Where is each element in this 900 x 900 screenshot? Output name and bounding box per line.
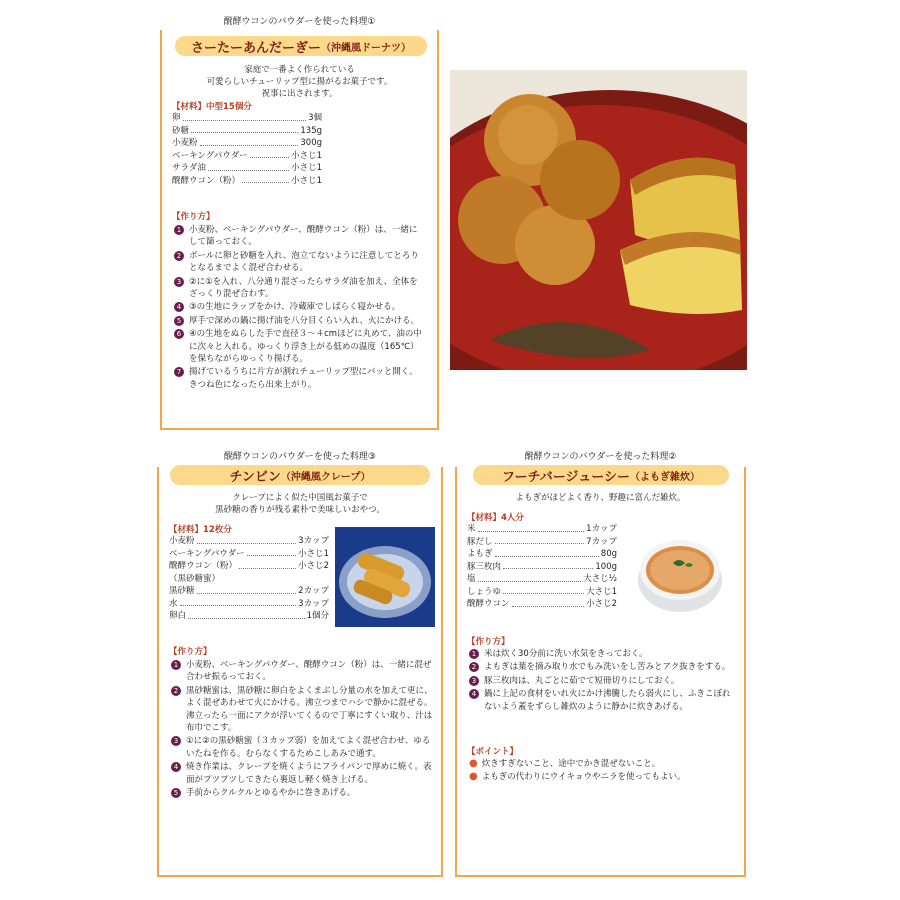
ingredient-name: しょうゆ bbox=[467, 586, 502, 597]
step-number: 6 bbox=[174, 329, 184, 339]
title-main: チンビン bbox=[229, 469, 281, 485]
point-item bbox=[469, 758, 735, 770]
leader-dots bbox=[197, 535, 297, 544]
step-text: 厚手で深めの鍋に揚げ油を八分目くらい入れ、火にかける。 bbox=[189, 315, 420, 326]
method-steps bbox=[171, 659, 433, 800]
ingredient-amount: 小さじ2 bbox=[586, 599, 617, 609]
ingredient-row bbox=[467, 523, 617, 536]
ingredient-amount: 小さじ1 bbox=[291, 150, 322, 161]
leader-dots bbox=[188, 610, 305, 619]
method-label: 【作り方】 bbox=[467, 637, 510, 647]
intro-line: 可愛らしいチューリップ型に揚がるお菓子です。 bbox=[206, 77, 393, 87]
zosui-illustration bbox=[633, 525, 728, 620]
ingredient-amount: 小さじ1 bbox=[291, 175, 322, 186]
ingredient-row bbox=[169, 585, 329, 598]
leader-dots bbox=[183, 112, 307, 121]
leader-dots bbox=[239, 560, 296, 569]
ingredient-name: 水 bbox=[169, 598, 178, 609]
method-step bbox=[171, 761, 433, 786]
method-steps bbox=[469, 648, 735, 714]
step-text: 小麦粉、ベーキングパウダー、醗酵ウコン（粉）は、一緒に混ぜ合わせ振るっておく。 bbox=[186, 660, 432, 683]
ingredient-name: よもぎ bbox=[467, 549, 493, 559]
method-step bbox=[469, 648, 735, 660]
ingredient-row bbox=[172, 162, 322, 175]
step-number: 4 bbox=[171, 762, 181, 772]
title-sub: （沖縄風ドーナツ） bbox=[321, 42, 411, 54]
ingredient-amount: 3カップ bbox=[298, 598, 329, 609]
step-number: 2 bbox=[469, 662, 479, 672]
ingredient-name: 米 bbox=[467, 524, 476, 534]
method-step bbox=[174, 301, 424, 313]
method-step bbox=[174, 276, 424, 301]
step-text: 揚げているうちに片方が割れチューリップ型にパッと開く。きつね色になったら出来上がり。 bbox=[189, 367, 418, 390]
leader-dots bbox=[247, 548, 296, 557]
method-step bbox=[171, 659, 433, 684]
point-item bbox=[469, 771, 735, 783]
ingredient-amount: 3カップ bbox=[298, 536, 329, 546]
step-number: 3 bbox=[171, 736, 181, 746]
ingredient-row bbox=[172, 150, 322, 163]
ingredient-name: 砂糖 bbox=[172, 125, 190, 136]
method-label: 【作り方】 bbox=[172, 212, 215, 222]
ingredient-name: 小麦粉 bbox=[172, 138, 198, 148]
step-number: 2 bbox=[174, 251, 184, 261]
intro-line: クレープによく似た中国風お菓子で bbox=[232, 493, 368, 503]
step-text: ②に①を入れ、八分通り混ざったらサラダ油を加え、全体をざっくり混ぜ合わす。 bbox=[189, 276, 418, 300]
step-text: ボールに卵と砂糖を入れ、泡立てないように注意してとろりとなるまでよく混ぜ合わせる。 bbox=[189, 250, 419, 274]
materials-label: 【材料】12枚分 bbox=[169, 525, 232, 535]
ingredient-amount: 2カップ bbox=[298, 586, 329, 596]
title-sub: （よもぎ雑炊） bbox=[630, 471, 701, 483]
ingredient-row bbox=[467, 548, 617, 561]
step-number: 4 bbox=[469, 689, 479, 699]
recipe-card-2 bbox=[453, 445, 748, 875]
ingredient-name: 醗酵ウコン bbox=[467, 599, 510, 609]
leader-dots bbox=[503, 561, 593, 570]
step-text: ③の生地にラップをかけ、冷蔵庫でしばらく寝かせる。 bbox=[189, 302, 401, 313]
bullet-icon: ● bbox=[469, 758, 478, 769]
leader-dots bbox=[512, 598, 585, 607]
ingredient-amount: 100g bbox=[595, 561, 617, 572]
method-step bbox=[174, 315, 424, 327]
step-number: 5 bbox=[174, 316, 184, 326]
ingredient-row bbox=[172, 175, 322, 188]
ingredient-name: 小麦粉 bbox=[169, 536, 195, 546]
method-step bbox=[469, 661, 735, 673]
ingredient-name: 卵 bbox=[172, 113, 181, 123]
point-list bbox=[469, 758, 735, 785]
step-text: よもぎは葉を摘み取り水でもみ洗いをし苦みとアク抜きをする。 bbox=[484, 662, 731, 673]
title-sub: （沖縄風クレープ） bbox=[280, 471, 371, 483]
step-text: ④の生地をぬらした手で直径３～４cmほどに丸めて、油の中に次々と入れる。ゆっくり浮き上がる低めの温度（165℃）を保ちながらゆっくり揚げる。 bbox=[189, 329, 422, 365]
intro-text bbox=[453, 492, 748, 504]
leader-dots bbox=[197, 585, 297, 594]
step-number: 7 bbox=[174, 367, 184, 377]
ingredient-name: 卵白 bbox=[169, 611, 187, 621]
leader-dots bbox=[200, 137, 299, 146]
step-text: 鍋に上記の食材をいれ火にかけ沸騰したら弱火にし、ふきこぼれないよう蓋をずらし雑炊のように静かに炊きあげる。 bbox=[484, 689, 731, 712]
recipe-title bbox=[170, 465, 430, 485]
step-text: ①に②の黒砂糖蜜（３カップ弱）を加えてよく混ぜ合わせ、ゆるいたねを作る。むらなくするためこしあみで通す。 bbox=[186, 736, 431, 759]
materials-label: 【材料】4人分 bbox=[467, 513, 524, 523]
intro-text bbox=[157, 64, 442, 100]
ingredient-name: 豚三枚肉 bbox=[467, 561, 502, 572]
ingredient-amount: 小さじ2 bbox=[298, 561, 329, 571]
ingredient-name: サラダ油 bbox=[172, 163, 206, 173]
intro-line: 家庭で一番よく作られている bbox=[244, 65, 355, 75]
method-step bbox=[174, 224, 424, 249]
materials-label: 【材料】中型15個分 bbox=[172, 102, 252, 112]
leader-dots bbox=[180, 598, 297, 607]
step-text: 黒砂糖蜜は、黒砂糖に卵白をよくまぶし分量の水を加えて更に、よく混ぜあわせて火にかける。沸立つまでハシで静かに混ぜる。沸立ったら一面にアクが浮いてくるので丁寧にすくい取り、汁は布巾でこす。 bbox=[186, 685, 433, 734]
step-number: 3 bbox=[469, 676, 479, 686]
intro-text bbox=[155, 492, 445, 516]
method-label: 【作り方】 bbox=[169, 647, 212, 657]
intro-line: 祝事に出されます。 bbox=[261, 89, 338, 99]
step-number: 4 bbox=[174, 302, 184, 312]
crepe-photo bbox=[335, 527, 435, 627]
ingredient-name: ベーキングパウダー bbox=[172, 150, 248, 161]
recipe-card-1 bbox=[157, 8, 442, 433]
ingredient-amount: 大さじ½ bbox=[583, 574, 617, 584]
step-text: 小麦粉、ベーキングパウダー、醗酵ウコン（粉）は、一緒にして篩っておく。 bbox=[189, 225, 418, 248]
ingredient-amount: 小さじ1 bbox=[298, 548, 329, 559]
ingredient-name: ベーキングパウダー bbox=[169, 548, 245, 559]
ingredient-row bbox=[169, 573, 329, 586]
ingredient-row bbox=[169, 610, 329, 623]
zosui-photo bbox=[633, 525, 728, 620]
ingredient-name: 塩 bbox=[467, 574, 476, 584]
method-step bbox=[469, 688, 735, 713]
step-number: 3 bbox=[174, 277, 184, 287]
ingredient-name: （黒砂糖蜜） bbox=[169, 573, 221, 584]
ingredient-row bbox=[467, 536, 617, 549]
point-text: 炊きすぎないこと、途中でかき混ぜないこと。 bbox=[481, 759, 661, 769]
card-header: 醗酵ウコンのパウダーを使った料理② bbox=[524, 452, 677, 462]
ingredient-amount: 300g bbox=[300, 138, 322, 148]
ingredient-amount: 1個分 bbox=[306, 611, 329, 621]
crepe-illustration bbox=[335, 527, 435, 627]
ingredient-row bbox=[467, 561, 617, 574]
leader-dots bbox=[478, 573, 582, 582]
ingredient-row bbox=[172, 112, 322, 125]
ingredient-row bbox=[169, 548, 329, 561]
card-header: 醗酵ウコンのパウダーを使った料理③ bbox=[224, 452, 376, 462]
title-main: フーチバージューシー bbox=[501, 469, 631, 485]
leader-dots bbox=[191, 125, 298, 134]
ingredient-amount: 1カップ bbox=[586, 524, 617, 534]
leader-dots bbox=[250, 150, 289, 159]
method-step bbox=[174, 328, 424, 365]
ingredient-row bbox=[169, 535, 329, 548]
intro-line: 黒砂糖の香りが残る素朴で美味しいおやつ。 bbox=[215, 505, 385, 515]
recipe-title bbox=[473, 465, 729, 485]
leader-dots bbox=[495, 536, 585, 545]
ingredient-list bbox=[169, 535, 329, 623]
step-number: 5 bbox=[171, 788, 181, 798]
ingredient-name: 黒砂糖 bbox=[169, 586, 195, 596]
leader-dots bbox=[495, 548, 599, 557]
step-text: 焼き作業は、クレープを焼くようにフライパンで厚めに焼く。表面がプツプツしてきたら裏返し軽く焼き上げる。 bbox=[186, 762, 432, 785]
step-text: 米は炊く30分前に洗い水気をきっておく。 bbox=[484, 649, 648, 659]
ingredient-amount: 135g bbox=[300, 125, 322, 136]
leader-dots bbox=[242, 175, 289, 184]
step-number: 2 bbox=[171, 686, 181, 696]
ingredient-amount: 大さじ1 bbox=[586, 586, 617, 597]
method-step bbox=[469, 675, 735, 687]
ingredient-amount: 3個 bbox=[308, 113, 322, 123]
ingredient-amount: 7カップ bbox=[586, 536, 617, 547]
ingredient-name: 豚だし bbox=[467, 536, 493, 547]
ingredient-amount: 80g bbox=[600, 549, 617, 559]
ingredient-row bbox=[172, 125, 322, 138]
method-step bbox=[174, 366, 424, 391]
ingredient-list bbox=[172, 112, 322, 187]
ingredient-row bbox=[172, 137, 322, 150]
ingredient-name: 醗酵ウコン（粉） bbox=[169, 561, 238, 571]
ingredient-row bbox=[467, 586, 617, 599]
method-step bbox=[174, 250, 424, 275]
step-text: 豚三枚肉は、丸ごとに茹でて短冊切りにしておく。 bbox=[484, 675, 680, 686]
donut-photo bbox=[450, 70, 747, 370]
title-main: さーたーあんだーぎー bbox=[191, 40, 322, 56]
method-steps bbox=[174, 224, 424, 392]
step-text: 手前からクルクルとゆるやかに巻きあげる。 bbox=[186, 788, 356, 799]
ingredient-row bbox=[169, 560, 329, 573]
intro-line: よもぎがほどよく香り、野趣に富んだ雑炊。 bbox=[515, 493, 686, 503]
point-text: よもぎの代わりにウイキョウやニラを使ってもよい。 bbox=[481, 772, 686, 783]
ingredient-name: 醗酵ウコン（粉） bbox=[172, 175, 241, 186]
method-step bbox=[171, 685, 433, 735]
leader-dots bbox=[208, 162, 289, 171]
leader-dots bbox=[478, 523, 585, 532]
step-number: 1 bbox=[171, 660, 181, 670]
method-step bbox=[171, 787, 433, 799]
method-step bbox=[171, 735, 433, 760]
leader-dots bbox=[503, 586, 584, 595]
ingredient-row bbox=[169, 598, 329, 611]
bullet-icon: ● bbox=[469, 771, 478, 783]
recipe-card-3 bbox=[155, 445, 445, 875]
donut-illustration bbox=[450, 70, 747, 370]
point-label: 【ポイント】 bbox=[467, 747, 519, 757]
ingredient-row bbox=[467, 598, 617, 611]
ingredient-list bbox=[467, 523, 617, 611]
ingredient-row bbox=[467, 573, 617, 586]
card-header: 醗酵ウコンのパウダーを使った料理① bbox=[223, 17, 376, 27]
ingredient-amount: 小さじ1 bbox=[291, 163, 322, 173]
step-number: 1 bbox=[469, 649, 479, 659]
recipe-title bbox=[175, 36, 427, 56]
step-number: 1 bbox=[174, 225, 184, 235]
